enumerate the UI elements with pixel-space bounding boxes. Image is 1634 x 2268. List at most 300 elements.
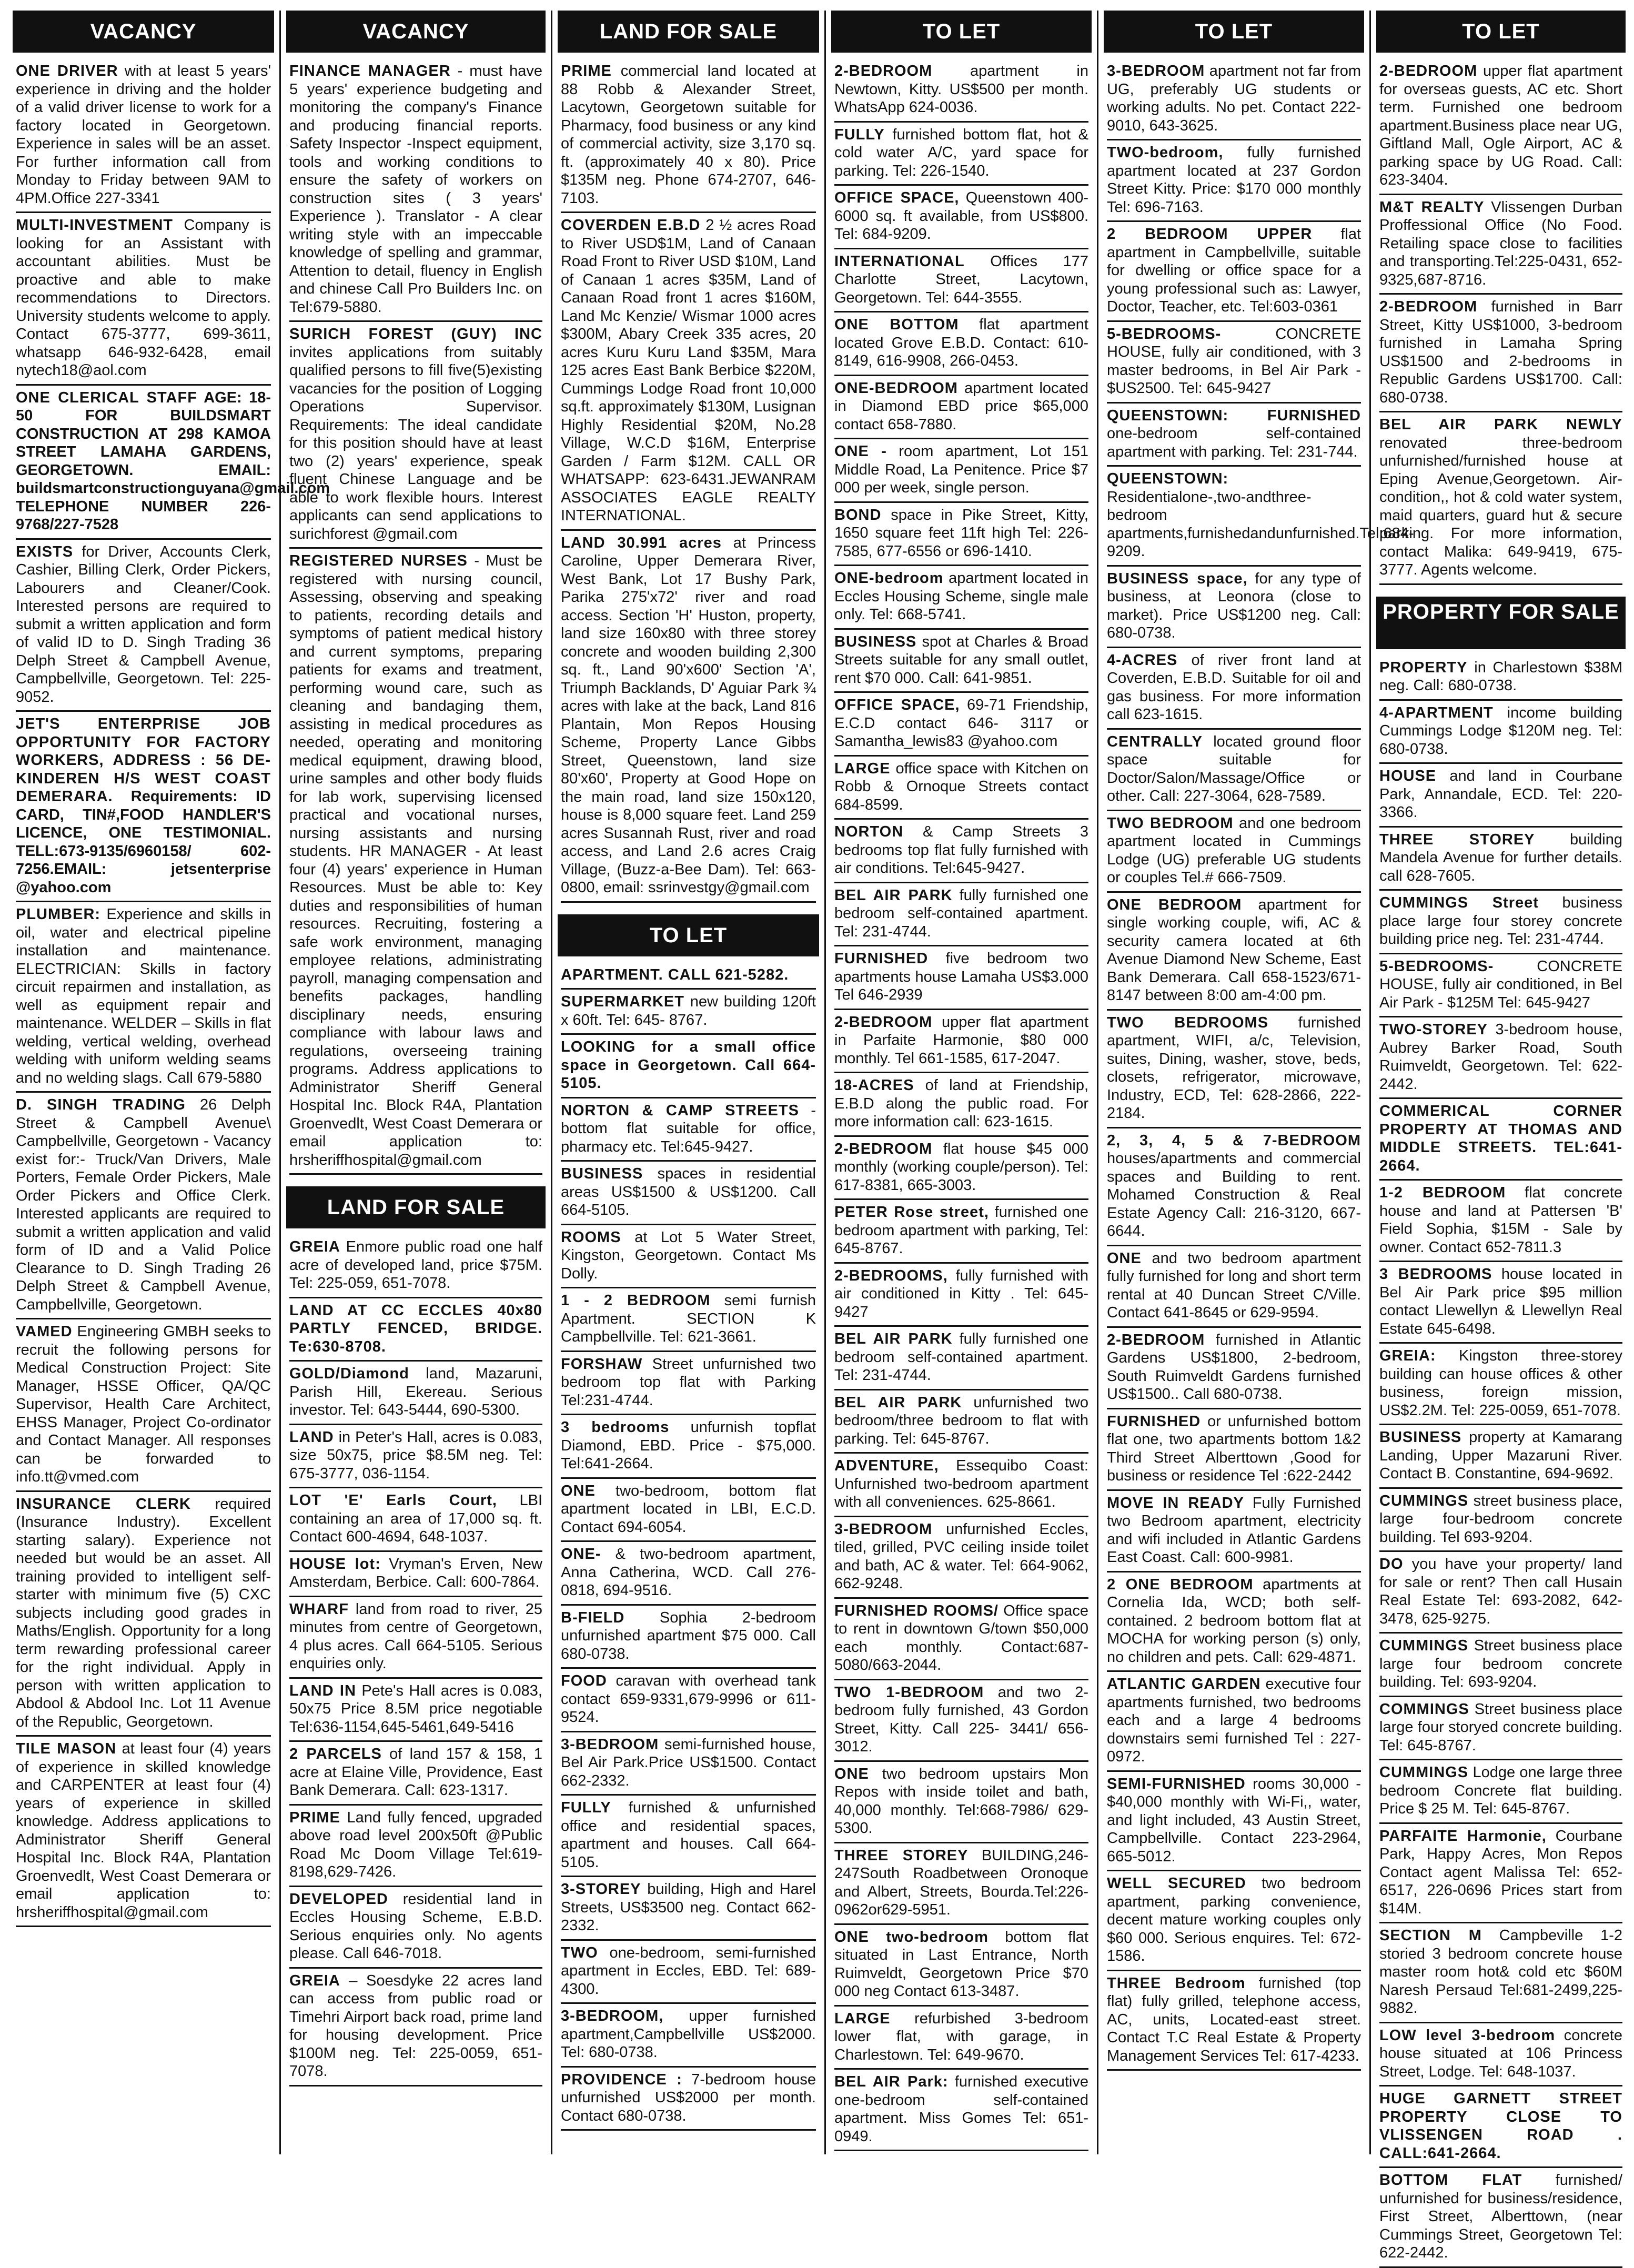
classified-ad (1107, 1328, 1361, 1409)
ad-body: at least four (4) years of experience in skilled knowledge and CARPENTER at least four (4) years of experience in skilled knowledge. Address applications to Administrator Sheriff General Hospital Inc. Block R4A, Plantation Groenvedlt, West Coast Demerara or email application to: hrsheriffhospital@gmail.com (16, 1740, 271, 1921)
ad-lead: HOUSE lot: (289, 1555, 381, 1573)
ad-lead: DO (1379, 1556, 1404, 1573)
ad-lead: PRIME (289, 1809, 340, 1826)
classified-ad (1379, 1017, 1622, 1099)
ad-body: furnished in Atlantic Gardens US$1800, 2-bedroom, South Ruimveldt Gardens furnished US$1500.. Call 680-0738. (1107, 1331, 1361, 1403)
classified-ad (834, 883, 1088, 947)
classified-ad (1107, 1573, 1361, 1672)
ad-lead: BEL AIR PARK NEWLY (1379, 416, 1622, 433)
classified-ad (1379, 195, 1622, 295)
ad-body: Enmore public road one half acre of developed land, price $75M. Tel: 225-059, 651-7078. (289, 1238, 542, 1292)
ad-lead: MOVE IN READY (1107, 1494, 1244, 1511)
ad-body: unfurnished Eccles, tiled, grilled, PVC ceiling inside toilet and bath, AC & water. Tel: 664-9062, 662-9248. (834, 1520, 1088, 1592)
ad-body: & two-bedroom apartment, Anna Catherina, WCD. Call 276-0818, 694-9516. (561, 1546, 816, 1599)
classified-ad (561, 1542, 816, 1606)
ad-body: concrete house situated at 106 Princess Street, Lodge. Tel: 648-1037. (1379, 2027, 1622, 2080)
ad-lead: OFFICE SPACE, (834, 697, 960, 713)
ad-lead: 2-BEDROOM (1379, 63, 1478, 79)
classified-ad (1107, 1672, 1361, 1772)
ad-lead: PROVIDENCE : (561, 2071, 682, 2088)
classified-ad (561, 1415, 816, 1479)
ad-lead: GREIA: (1379, 1347, 1436, 1364)
classified-ad (1379, 2023, 1622, 2087)
ad-body: spaces in residential areas US$1500 & US$1200. Call 664-5105. (561, 1165, 816, 1218)
classified-ad (1379, 295, 1622, 412)
ad-lead: TWO (561, 1944, 598, 1961)
classified-ad (16, 59, 271, 213)
classified-ad (834, 376, 1088, 440)
ad-body: at Princess Caroline, Upper Demerara River, West Bank, Lot 17 Bushy Park, Parika 275'x72' river and road access. Section 'H' Huston, property, land size 160x80 with three storey concrete and wooden building 2,300 sq. ft., Land 90'x600' Section 'A', Triumph Backlands, D' Aguiar Park ¾ acres with lake at the back, Land 816 Plantain, Mon Repos Housing Scheme, Property Lance Gibbs Street, Queenstown, land size 80'x60', Property at Good Hope on the main road, land size 150x120, house is 8,000 square feet. Land 259 acres Susannah Rust, river and road access, and Land 2.6 acres Craig Village, (Buzz-a-Bee Dam). Tel: 663-0800, email: ssrinvestgy@gmail.com (561, 534, 816, 896)
classified-ad (834, 1010, 1088, 1074)
classified-ad (1107, 567, 1361, 648)
column-2 (281, 11, 552, 2154)
ad-lead: NORTON (834, 823, 904, 840)
section-header: TO LET (1104, 11, 1364, 53)
classified-ad (561, 1796, 816, 1877)
classified-ad (1107, 1011, 1361, 1128)
classified-ad (834, 186, 1088, 249)
ad-body: - Must be registered with nursing council, Assessing, observing and speaking to patients, recording details and symptoms of patient medical history and current symptoms, preparing patients for exams and treatment, performing wound care, such as cleaning and bandaging them, assisting in medical procedures as needed, operating and monitoring medical equipment, drawing blood, urine samples and other body fluids for lab work, supervising licensed practical and vocational nurses, nursing assistants and nursing students. HR MANAGER - At least four (4) years' experience in Human Resources. Must be able to: Key duties and responsibilities of human resources. Recruiting, fostering a safe work environment, managing employee relations, administrating payroll, managing compensation and benefits packages, handling disciplinary needs, ensuring compliance with labour laws and regulations, overseeing training programs. Address applications to Administrator Sheriff General Hospital Inc. Block R4A, Plantation Groenvedlt, West Coast Demerara or email application to: hrsheriffhospital@gmail.com (289, 552, 543, 1168)
classified-ad (834, 1517, 1088, 1599)
ad-lead: PARFAITE Harmonie, (1379, 1827, 1547, 1844)
ad-body: BUILDING,246-247South Roadbetween Oronoque and Albert, Streets, Bourda.Tel:226-0962or629-5951. (834, 1847, 1089, 1918)
ad-lead: TWO BEDROOMS (1107, 1014, 1269, 1031)
classified-ad (561, 1669, 816, 1732)
classified-ad (561, 1288, 816, 1352)
ad-lead: TWO BEDROOM (1107, 814, 1234, 832)
ad-body: Street business place large four storyed concrete building. Tel: 645-8767. (1379, 1700, 1622, 1754)
ad-body: LBI containing an area of 17,000 sq. ft. Contact 600-4694, 648-1037. (289, 1492, 543, 1545)
ad-lead: 3-BEDROOM, (561, 2008, 664, 2024)
ad-body: apartment not far from UG, preferably UG students or working adults. No pet. Contact 222-9010, 643-3625. (1107, 63, 1361, 134)
ad-lead: 3-BEDROOM (1107, 63, 1205, 79)
classified-ad (561, 531, 816, 903)
ad-lead: VAMED (16, 1323, 73, 1340)
ad-body: and two 2-bedroom fully furnished, 43 Gordon Street, Kitty. Call 225- 3441/ 656-3012. (834, 1684, 1088, 1755)
ad-body: residential land in Eccles Housing Scheme, E.B.D. Serious enquiries only. No agents please. Call 646-7018. (289, 1890, 542, 1962)
ad-lead: 3 BEDROOMS (1379, 1266, 1492, 1283)
ad-body: AGE: 18-50 FOR BUILDSMART CONSTRUCTION AT 298 KAMOA STREET LAMAHA GARDENS, GEORGETOWN. EMAIL: buildsmartconstructionguyana@gmail.com TELEPHONE NUMBER 226-9768/227-7528 (16, 389, 330, 533)
ad-lead: 2-BEDROOM (834, 1013, 933, 1031)
classified-ad (16, 902, 271, 1093)
classified-ad (834, 946, 1088, 1010)
ad-body: furnished bottom flat, hot & cold water A/C, yard space for parking. Tel: 226-1540. (834, 126, 1088, 179)
ad-lead: 2 BEDROOM UPPER (1107, 226, 1313, 243)
ad-lead: CENTRALLY (1107, 733, 1203, 750)
ad-body: fully furnished with air conditioned in Kitty . Tel: 645-9427 (834, 1267, 1088, 1321)
ad-lead: GREIA (289, 1238, 340, 1255)
classified-ad (834, 566, 1088, 630)
ad-body: Vryman's Erven, New Amsterdam, Berbice. Call: 600-7864. (289, 1555, 542, 1590)
ad-lead: EXISTS (16, 543, 74, 560)
classified-ad (1379, 1824, 1622, 1924)
ad-body: two bedroom upstairs Mon Repos with inside toilet and bath, 40,000 monthly. Tel:668-7986/ 629-5300. (834, 1765, 1088, 1837)
classified-ad (834, 1200, 1088, 1264)
classified-ad (561, 2068, 816, 2131)
classified-ad (1379, 764, 1622, 828)
classified-ad (561, 963, 816, 990)
ad-body: two-bedroom, bottom flat apartment located in LBI, E.C.D. Contact 694-6054. (561, 1482, 816, 1536)
ad-body: flat concrete house and land at Pattersen 'B' Field Sophia, $15M - Sale by owner. Contact 652-7811.3 (1379, 1184, 1622, 1256)
classified-ad (834, 630, 1088, 693)
ad-body: apartment in Newtown, Kitty. US$500 per month. WhatsApp 624-0036. (834, 63, 1088, 116)
ad-lead: GOLD/Diamond (289, 1365, 409, 1382)
ad-lead: 5-BEDROOMS- (1107, 325, 1222, 342)
ad-body: one-bedroom self-contained apartment with parking. Tel: 231-744. (1107, 425, 1361, 460)
classified-ad (289, 1235, 542, 1298)
ad-lead: COVERDEN E.B.D (561, 217, 701, 234)
classified-ad (1107, 322, 1361, 404)
ad-lead: ONE- (561, 1546, 601, 1563)
ad-lead: WELL SECURED (1107, 1875, 1246, 1892)
ad-lead: 1 - 2 BEDROOM (561, 1292, 711, 1309)
ad-lead: SEMI-FURNISHED (1107, 1775, 1246, 1792)
ad-body: space in Pike Street, Kitty, 1650 square feet 11ft high Tel: 226-7585, 677-6556 or 696-1410. (834, 506, 1088, 560)
classified-ad (16, 1737, 271, 1927)
ad-lead: LAND AT CC ECCLES 40x80 PARTLY FENCED, BRIDGE. Te:630-8708. (289, 1302, 542, 1355)
section-header: VACANCY (286, 11, 546, 53)
ad-body: semi furnish Apartment. SECTION K Campbellville. Tel: 621-3661. (561, 1292, 816, 1345)
ad-body: Kingston three-storey building can house offices & other business, foreign mission, US$2.2M. Tel: 225-0059, 651-7078. (1379, 1347, 1622, 1419)
classified-ad (561, 59, 816, 213)
ad-body: Courbane Park, Happy Acres, Mon Repos Contact agent Malissa Tel: 652-6517, 226-0696 Prices start from $14M. (1379, 1827, 1622, 1917)
ad-lead: 3-BEDROOM (561, 1736, 659, 1753)
ad-body: 3-bedroom house, Aubrey Barker Road, South Ruimveldt, Georgetown. Tel: 622-2442. (1379, 1021, 1622, 1093)
ad-lead: REGISTERED NURSES (289, 552, 468, 569)
ad-body: building, High and Harel Streets, US$3500 neg. Contact 662-2332. (561, 1881, 816, 1934)
ad-lead: LAND (289, 1428, 334, 1446)
ad-body: apartments at Cornelia Ida, WCD; both self-contained. 2 bedroom bottom flat at MOCHA for working person (s) only, no children and pets. Call: 629-4871. (1107, 1576, 1361, 1666)
ad-body: and two bedroom apartment fully furnished for long and short term rental at 40 Duncan Street C/Ville. Contact 641-8645 or 629-9594. (1107, 1249, 1361, 1321)
classified-ad (1379, 1634, 1622, 1697)
ad-lead: CUMMINGS Street (1379, 894, 1539, 911)
section-header: LAND FOR SALE (558, 11, 819, 53)
ad-lead: FORSHAW (561, 1355, 643, 1373)
ad-body: Company is looking for an Assistant with accountant abilities. Must be proactive and able to make recommendations to Directors. University students welcome to apply. Contact 675-3777, 699-3611, whatsapp 646-932-6428, email nytech18@aol.com (16, 217, 271, 379)
ad-lead: INSURANCE CLERK (16, 1495, 191, 1513)
ad-body: & Camp Streets 3 bedrooms top flat fully furnished with air conditions. Tel:645-9427. (834, 823, 1088, 876)
ad-lead: 2 PARCELS (289, 1746, 382, 1762)
classified-ad (1379, 1923, 1622, 2023)
ad-body: Street business place large four bedroom concrete building. Tel: 693-9204. (1379, 1637, 1622, 1690)
ad-lead: OFFICE SPACE, (834, 189, 960, 206)
ad-body: Campbeville 1-2 storied 3 bedroom concrete house master room hot& cold etc $60M Naresh Persaud Tel:681-2499,225-9882. (1379, 1927, 1622, 2017)
classified-ad (16, 386, 330, 540)
classified-ad (289, 1969, 542, 2086)
ad-body: invites applications from suitably qualified persons to fill five(5)existing vacancies for the position of Logging Operations Supervisor. Requirements: The ideal candidate for this position should have at least two (2) years' experience, speak fluent Chinese Language and be able to work flexible hours. Interest applicants can send applications to surichforest @gmail.com (289, 344, 542, 542)
column-4 (826, 11, 1098, 2154)
ad-lead: ATLANTIC GARDEN (1107, 1676, 1261, 1692)
ad-body: caravan with overhead tank contact 659-9331,679-9996 or 611-9524. (561, 1672, 816, 1726)
classified-ad (1379, 1262, 1622, 1344)
ad-lead: LAND 30.991 acres (561, 534, 722, 551)
ad-lead: PROPERTY (1379, 659, 1468, 676)
ad-lead: LOW level 3-bedroom (1379, 2027, 1556, 2044)
ad-lead: WHARF (289, 1600, 349, 1618)
ad-body: 2 ½ acres Road to River USD$1M, Land of Canaan Road Front to River USD $10M, Land of Canaan 1 acres $35M, Land of Canaan Road front 1 acres $160M, Land Mc Kenzie/ Wismar 1000 acres $300M, Abary Creek 335 acres, 20 acres Kuru Kuru Land $35M, Mara 125 acres East Bank Berbice $220M, Cummings Lodge Road front 10,000 sq.ft. approximately $130M, Lusignan Highly Residential $20M, No.28 Village, W.C.D $16M, Enterprise Garden / Farm $12M. CALL OR WHATSAPP: 623-6431.JEWANRAM ASSOCIATES EAGLE REALTY INTERNATIONAL. (561, 217, 816, 524)
classified-ad (1107, 467, 1414, 567)
ad-lead: ONE CLERICAL STAFF (16, 389, 197, 406)
ad-lead: 2-BEDROOMS, (834, 1267, 948, 1284)
ad-body: 69-71 Friendship, E.C.D contact 646- 3117 or Samantha_lewis83 @yahoo.com (834, 697, 1088, 750)
ad-lead: 3-STOREY (561, 1881, 641, 1898)
ad-lead: INTERNATIONAL (834, 253, 965, 270)
classified-ad (834, 2070, 1088, 2151)
classified-ad (561, 1941, 816, 2004)
classified-ad (834, 1327, 1088, 1390)
ad-lead: QUEENSTOWN: FURNISHED (1107, 407, 1361, 424)
ad-body: apartment for single working couple, wifi, AC & security camera located at 6th Avenue Diamond New Scheme, East Bank Demerara. Call 658-1523/671-8147 between 8:00 am-4:00 pm. (1107, 896, 1361, 1004)
ad-lead: THREE STOREY (834, 1847, 969, 1864)
ad-body: land from road to river, 25 minutes from centre of Georgetown, 4 plus acres. Call 664-5105. Serious enquiries only. (289, 1600, 542, 1672)
ad-body: apartment located in Diamond EBD price $65,000 contact 658-7880. (834, 379, 1088, 433)
ad-lead: LOOKING for a small office space in Georgetown. Call 664-5105. (561, 1039, 816, 1092)
classified-ad (834, 1390, 1088, 1454)
classified-ad (289, 1597, 542, 1679)
ad-lead: ONE (834, 1765, 869, 1782)
ad-lead: D. SINGH TRADING (16, 1096, 186, 1113)
ad-lead: FULLY (561, 1799, 611, 1816)
classified-ad (1379, 656, 1622, 701)
ad-body: in Charlestown $38M neg. Call: 680-0738. (1379, 659, 1622, 694)
ad-lead: 2 ONE BEDROOM (1107, 1576, 1254, 1593)
ad-body: Essequibo Coast: Unfurnished two-bedroom apartment with all conveniences. 625-8661. (834, 1457, 1088, 1510)
classified-ad (561, 213, 816, 531)
classified-ad (561, 1035, 816, 1098)
ad-body: in Peter's Hall, acres is 0.083, size 50x75, price $8.5M neg. Tel: 675-3777, 036-1154. (289, 1428, 542, 1482)
classified-ad (834, 1599, 1088, 1680)
ad-body: Residentialone-,two-andthree-bedroom apartments,furnishedandunfurnished.Tel:684-9209. (1107, 488, 1414, 560)
classified-ad (1379, 1099, 1622, 1181)
ad-lead: ROOMS (561, 1228, 621, 1246)
ad-lead: CUMMINGS (1379, 1764, 1469, 1781)
ad-body: you have your property/ land for sale or rent? Then call Husain Real Estate Tel: 693-2082, 642-3478, 625-9275. (1379, 1556, 1622, 1627)
ad-body: furnished executive one-bedroom self-contained apartment. Miss Gomes Tel: 651-0949. (834, 2073, 1088, 2145)
ad-lead: BUSINESS (561, 1165, 643, 1182)
ad-lead: ONE BEDROOM (1107, 896, 1242, 913)
ad-body: Pete's Hall acres is 0.083, 50x75 Price 8.5M price negotiable Tel:636-1154,645-5461,649-5416 (289, 1682, 542, 1736)
classified-ad (834, 439, 1088, 503)
ad-body: land, Mazaruni, Parish Hill, Ekereau. Serious investor. Tel: 643-5444, 690-5300. (289, 1365, 542, 1418)
ad-lead: ONE (561, 1482, 596, 1499)
ad-body: commercial land located at 88 Robb & Alexander Street, Lacytown, Georgetown suitable for Pharmacy, food business or any kind of commercial activity, size 3,170 sq. ft. (approximately 40 x 80). Price $135M neg. Phone 674-2707, 646-7103. (561, 63, 816, 207)
classified-ad (1379, 412, 1622, 585)
classified-ad (289, 1425, 542, 1489)
classified-ad (289, 1679, 542, 1742)
ad-lead: TWO-STOREY (1379, 1021, 1488, 1038)
ad-lead: FURNISHED ROOMS/ (834, 1602, 998, 1619)
classified-ad (1107, 1491, 1361, 1573)
ad-body: of land 157 & 158, 1 acre at Elaine Ville, Providence, East Bank Demerara. Call: 623-1317. (289, 1746, 542, 1799)
ad-body: business place large four storey concrete building price neg. Tel: 231-4744. (1379, 894, 1623, 947)
ad-body: unfurnished two bedroom/three bedroom to flat with parking. Tel: 645-8767. (834, 1394, 1088, 1447)
ad-body: furnished/ unfurnished for business/residence, First Street, Alberttown, (near Cummings Street, Georgetown Tel: 622-2442. (1379, 2172, 1622, 2261)
classified-ad (834, 503, 1088, 567)
ad-body: new building 120ft x 60ft. Tel: 645- 8767. (561, 993, 816, 1029)
classified-ad (834, 1137, 1088, 1201)
ad-lead: BEL AIR PARK (834, 1330, 953, 1347)
classified-ad (1379, 1697, 1622, 1761)
ad-body: Requirements: ID CARD, TIN#,FOOD HANDLER'S LICENCE, ONE TESTIMONIAL. TELL:673-9135/6960158/ 602-7256.EMAIL: jetsenterprise @yahoo.com (16, 788, 271, 896)
classified-ad (289, 1552, 542, 1597)
ad-lead: PRIME (561, 63, 612, 79)
classified-ad (1107, 404, 1361, 467)
ad-body: furnished one bedroom apartment with parking, Tel: 645-8767. (834, 1204, 1088, 1257)
ad-body: room apartment, Lot 151 Middle Road, La Penitence. Price $7 000 per week, single person. (834, 443, 1088, 496)
ad-lead: COMMERICAL CORNER PROPERTY AT THOMAS AND MIDDLE STREETS. TEL:641-2664. (1379, 1103, 1622, 1174)
ad-lead: FURNISHED (834, 950, 929, 967)
ad-body: of river front land at Coverden, E.B.D. Suitable for oil and gas business. For more information call 623-1615. (1107, 651, 1361, 723)
classified-ad (834, 59, 1088, 123)
ad-body: upper flat apartment in Parfaite Harmonie, $80 000 monthly. Tel 661-1585, 617-2047. (834, 1013, 1088, 1067)
ad-lead: BUSINESS (834, 633, 917, 650)
section-header: TO LET (831, 11, 1092, 53)
classified-ad (834, 693, 1088, 757)
ad-lead: 2-BEDROOM (1107, 1331, 1205, 1348)
classified-ad (1379, 59, 1622, 195)
classified-ad (1107, 1971, 1361, 2071)
section-header: LAND FOR SALE (286, 1186, 546, 1228)
ad-lead: 4-ACRES (1107, 651, 1178, 669)
ad-lead: ONE-BEDROOM (834, 379, 958, 397)
ad-body: property at Kamarang Landing, Upper Mazaruni River. Contact B. Constantine, 694-9692. (1379, 1429, 1623, 1482)
ad-lead: BEL AIR PARK (834, 886, 953, 904)
ad-lead: ONE - (834, 443, 887, 460)
ad-body: located ground floor space suitable for Doctor/Salon/Massage/Office or other. Call: 227-3064, 628-7589. (1107, 733, 1361, 804)
ad-lead: NORTON & CAMP STREETS (561, 1102, 799, 1119)
ad-lead: M&T REALTY (1379, 198, 1485, 216)
classified-ad (1379, 1489, 1622, 1553)
ad-lead: B-FIELD (561, 1609, 625, 1626)
column-3 (552, 11, 826, 2154)
ad-lead: TWO-bedroom, (1107, 144, 1224, 161)
ad-lead: THREE Bedroom (1107, 1974, 1246, 1992)
ad-body: Offices 177 Charlotte Street, Lacytown, Georgetown. Tel: 644-3555. (834, 253, 1088, 306)
classified-ad (1107, 648, 1361, 730)
classified-ad (1107, 730, 1361, 811)
ad-lead: ONE DRIVER (16, 63, 118, 79)
ad-lead: APARTMENT. CALL 621-5282. (561, 966, 789, 983)
ad-lead: PETER Rose street, (834, 1204, 989, 1221)
ad-lead: FINANCE MANAGER (289, 63, 451, 79)
ad-body: Experience and skills in oil, water and electrical pipeline installation and maintenance. ELECTRICIAN: Skills in factory circuit repairmen and installation, as well as equipment repair and maintenance. WELDER – Skills in flat welding, vertical welding, overhead welding with uniform welding seams and no welding slags. Call 679-5880 (16, 906, 271, 1086)
classified-ad (1107, 140, 1361, 222)
ad-body: – Soesdyke 22 acres land can access from public road or Timehri Airport back road, prime land for housing development. Price $100M neg. Tel: 225-0059, 651-7078. (289, 1972, 543, 2080)
ad-lead: HOUSE (1379, 768, 1437, 784)
classified-ad (561, 1479, 816, 1543)
ad-lead: 2-BEDROOM (834, 63, 933, 79)
ad-body: furnished in Barr Street, Kitty US$1000, 3-bedroom furnished in Lamaha Spring US$1500 and 2-bedrooms in Republic Gardens US$1700. Call: 680-0738. (1379, 298, 1622, 406)
classified-ad (1107, 1772, 1361, 1872)
ad-body: renovated three-bedroom unfurnished/furnished house at Eping Avenue,Georgetown. Air-condition,, hot & cold water system, maid quarters, guard hut & secure parking. For more information, contact Malika: 649-9419, 675-3777. Agents welcome. (1379, 434, 1622, 578)
ad-lead: SECTION M (1379, 1927, 1482, 1944)
section-header: PROPERTY FOR SALE (1376, 597, 1626, 649)
ad-body: one-bedroom, semi-furnished apartment in Eccles, EBD. Tel: 689-4300. (561, 1944, 816, 1998)
ad-body: Office space to rent in downtown G/town $50,000 each monthly. Contact:687-5080/663-2044. (834, 1602, 1088, 1674)
section-header: VACANCY (13, 11, 274, 53)
classified-ad (1107, 1871, 1361, 1971)
ad-body: flat apartment located Grove E.B.D. Contact: 610-8149, 616-9908, 266-0453. (834, 316, 1088, 369)
ad-lead: BUSINESS space, (1107, 570, 1248, 587)
classified-ad (289, 59, 542, 322)
ad-lead: LAND IN (289, 1682, 356, 1699)
ad-lead: BOND (834, 506, 882, 523)
classified-ad (834, 820, 1088, 883)
classified-ad (16, 1093, 271, 1319)
ad-body: for any type of business, at Leonora (close to market). Price US$1200 neg. Call: 680-0738. (1107, 570, 1361, 641)
ad-body: required (Insurance Industry). Excellent starting salary). Experience not needed but would be an asset. All training provided to intelligent self-starter with minimum five (5) CXC subjects including good grades in Maths/English. Opportunity for a long term rewarding professional career for the right individual. Apply in person with written application to Abdool & Abdool Inc. Lot 11 Avenue of the Republic, Georgetown. (16, 1495, 271, 1730)
ad-body: CONCRETE HOUSE, fully air conditioned, with 3 master bedrooms, in Bel Air Park - $US2500. Tel: 645-9427 (1107, 325, 1361, 397)
ad-body: fully furnished apartment located at 237 Gordon Street Kitty. Price: $170 000 monthly Tel: 696-7163. (1107, 144, 1361, 216)
classified-ad (561, 1732, 816, 1796)
ad-body: with at least 5 years' experience in driving and the holder of a valid driver license to work for a factory located in Georgetown. Experience in sales will be an asset. For further information call from Monday to Friday between 9AM to 4PM.Office 227-3341 (16, 63, 271, 207)
classified-ad (834, 1762, 1088, 1843)
ad-body: spot at Charles & Broad Streets suitable for any small outlet, rent $70 000. Call: 641-9851. (834, 633, 1088, 687)
ad-body: building Mandela Avenue for further details. call 628-7605. (1379, 831, 1623, 884)
ad-lead: TILE MASON (16, 1740, 117, 1757)
ad-body: street business place, large four-bedroom concrete building. Tel 693-9204. (1379, 1492, 1623, 1546)
classified-ad (834, 249, 1088, 313)
ad-body: apartment located in Eccles Housing Scheme, single male only. Tel: 668-5741. (834, 570, 1088, 623)
classified-ad (16, 540, 271, 712)
ad-body: - bottom flat suitable for office, pharmacy etc. Tel:645-9427. (561, 1102, 816, 1155)
ad-body: upper flat apartment for overseas guests, AC etc. Short term. Furnished one bedroom apartment.Business place near UG, Giftland Mall, Ogle Airport, AC & parking space by UG Road. Call: 623-3404. (1379, 63, 1622, 188)
ad-body: Lodge one large three bedroom Concrete flat building. Price $ 25 M. Tel: 645-8767. (1379, 1764, 1622, 1817)
ad-lead: MULTI-INVESTMENT (16, 217, 173, 234)
classified-ad (834, 313, 1088, 376)
classified-ad (289, 322, 542, 549)
ad-lead: DEVELOPED (289, 1890, 388, 1908)
classified-ad (561, 1352, 816, 1416)
ad-body: 26 Delph Street & Campbell Avenue\ Campbellville, Georgetown - Vacancy exist for:- Truck/Van Drivers, Male Porters, Female Order Pickers, Male Order Pickers and Office Clerk. Interested applicants are required to submit a written application and valid form of ID and a Valid Police Clearance to D. Singh Trading 26 Delph Street & Campbell Avenue, Campbellville, Georgetown. (16, 1096, 271, 1313)
ad-body: unfurnish topflat Diamond, EBD. Price - $75,000. Tel:641-2664. (561, 1419, 816, 1472)
ad-body: houses/apartments and commercial spaces and Building to rent. Mohamed Construction & Real Estate Agency Call: 216-3120, 667-6644. (1107, 1150, 1361, 1239)
classified-ad (834, 1925, 1088, 2007)
ad-body: Sophia 2-bedroom unfurnished apartment $75 000. Call 680-0738. (561, 1609, 816, 1662)
ad-body: office space with Kitchen on Robb & Ornoque Streets contact 684-8599. (834, 760, 1088, 813)
classified-ad (1107, 59, 1361, 140)
ad-body: five bedroom two apartments house Lamaha US$3.000 Tel 646-2939 (834, 950, 1088, 1003)
ad-lead: CUMMINGS (1379, 1637, 1469, 1654)
ad-lead: BEL AIR Park: (834, 2073, 949, 2090)
classified-ad (1107, 811, 1361, 893)
ad-lead: LARGE (834, 760, 891, 777)
classified-ad (834, 1264, 1088, 1327)
classified-ad (289, 549, 542, 1175)
classified-ad (561, 1606, 816, 1669)
ad-body: or unfurnished bottom flat one, two apartments bottom 1&2 Third Street Alberttown ,Good for business or residence Tel :622-2442 (1107, 1413, 1361, 1484)
ad-body: Engineering GMBH seeks to recruit the following persons for Medical Construction Project: Site Manager, HSSE Officer, QA/QC Supervisor, Health Care Architect, EHSS Manager, Project Co-ordinator and Contact Manager. All responses can be forwarded to info.tt@vmed.com (16, 1323, 271, 1485)
ad-body: for Driver, Accounts Clerk, Cashier, Billing Clerk, Order Pickers, Labourers and Cleaner/Cook. Interested persons are required to submit a written application and form of valid ID to D. Singh Trading 36 Delph Street & Campbell Avenue, Campbellville, Georgetown. Tel: 225-9052. (16, 543, 271, 705)
column-6 (1371, 11, 1631, 2261)
classified-ad (1379, 1552, 1622, 1634)
classified-ad (1379, 1760, 1622, 1824)
ad-body: furnished apartment, WIFI, a/c, Television, suites, Dining, washer, stove, beds, closets, refrigerator, microwave, Industry, ECD, Tel: 628-2866, 222-2184. (1107, 1014, 1361, 1122)
ad-body: refurbished 3-bedroom lower flat, with garage, in Charlestown. Tel: 649-9670. (834, 2010, 1089, 2063)
classified-ad (289, 1362, 542, 1425)
ad-lead: ONE (1107, 1249, 1142, 1267)
ad-body: Street unfurnished two bedroom top flat with Parking Tel:231-4744. (561, 1355, 816, 1409)
ad-lead: JET'S ENTERPRISE JOB OPPORTUNITY FOR FACTORY WORKERS, ADDRESS : 56 DE-KINDEREN H/S WEST COAST DEMERARA. (16, 715, 271, 805)
classified-ad (1379, 1425, 1622, 1489)
classified-ad (1107, 893, 1361, 1011)
classified-ad (1107, 1246, 1361, 1328)
ad-body: Land fully fenced, upgraded above road level 200x50ft @Public Road Mc Doom Village Tel:619-8198,629-7426. (289, 1809, 542, 1880)
classified-ad (834, 2007, 1088, 2070)
ad-body: rooms 30,000 - $40,000 monthly with Wi-Fi,, water, and light included, 43 Austin Street, Campbellville. Contact 223-2964, 665-5012. (1107, 1775, 1361, 1865)
classified-ad (834, 1680, 1088, 1762)
ad-lead: 1-2 BEDROOM (1379, 1184, 1506, 1201)
